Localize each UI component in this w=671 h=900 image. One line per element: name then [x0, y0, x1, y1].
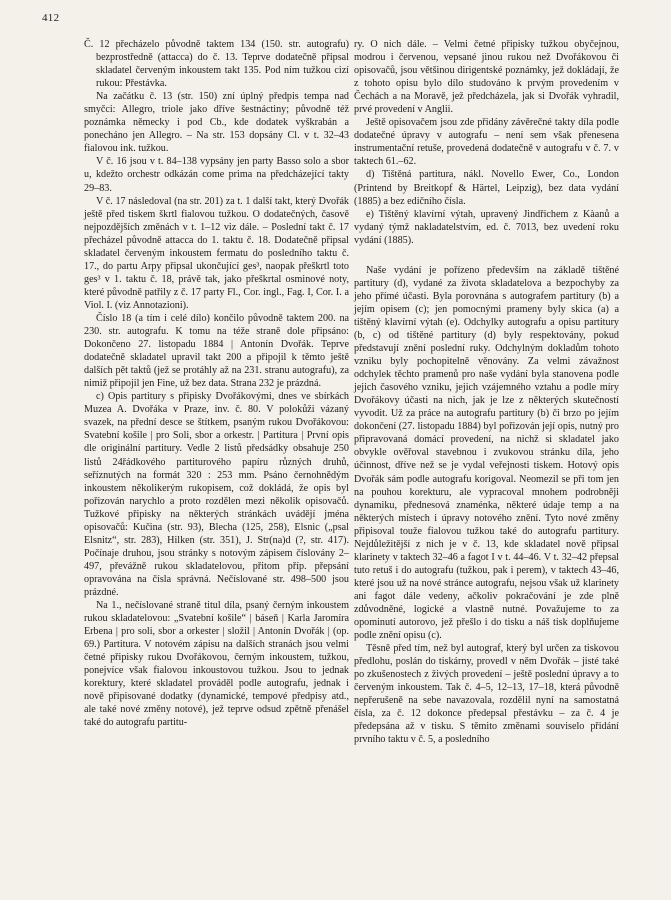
right-column [354, 38, 619, 746]
paragraph: ry. O nich dále. – Velmi četné připisky tužkou obyčejnou, modrou i červenou, vepsané jinou rukou než Dvořákovou či opisovačů, jsou většinou dirigentské poznámky, jež dokládají, že z tohoto opisu bylo dílo studováno k prvým provedením v Čechách a na Moravě, jež předcházela, jak si Dvořák vyhradil, prvé provedení v Anglii. [354, 39, 619, 116]
paragraph: e) Tištěný klavírní výtah, upravený Jindřichem z Kàanů a vydaný týmž nakladatelstvím, ed. č. 7013, bez uvedení roku vydání (1885). [354, 208, 619, 246]
paragraph: Ještě opisovačem jsou zde přidány závěrečné takty díla podle dodatečné úpravy v autografu – není sem však přenesena instrumentační retuše, provedená dodatečně v autografu v č. 7. v taktech 61.–62. [354, 117, 619, 168]
paragraph: d) Tištěná partitura, nákl. Novello Ewer, Co., London (Printend by Breitkopf & Härtel, Leipzig), bez data vydání (1885) a bez edičního čísla. [354, 169, 619, 207]
paragraph: Na 1., nečíslované straně titul díla, psaný černým inkoustem rukou skladatelovou: „Svatební košile“ | báseň | Karla Jaromíra Erbena | pro soli, sbor a orkester | složil | Antonín Dvořák | (op. 69.) Partitura. V notovém zápisu na dalších stranách jsou velmi četné připisky rukou Dvořákovou, černým inkoustem, tužkou, ponejvíce však fialovou inkoustovou tužkou. Jsou to jednak korektury, které skladatel prováděl podle autografu, jednak i nově připisované dodatky (dynamické, tempové předpisy atd., ale také nové změny notové), jež teprve odsud zpětně přenášel také do autografu partitu- [84, 600, 349, 729]
paragraph: Číslo 18 (a tím i celé dílo) končilo původně taktem 200. na 230. str. autografu. K tomu na téže straně dole připsáno: Dokončeno 27. listopadu 1884 | Antonín Dvořák. Teprve dodatečně skladatel upravil takt 200 a připojil k těmto ještě dalších pět taktů (jež se protáhly až na 231. stranu autografu), za nimiž připojil jen Fine, už bez data. Strana 232 je prázdná. [84, 312, 349, 390]
paragraph: Naše vydání je pořízeno především na základě tištěné partitury (d), vydané za života skladatelova a bezpochyby za jeho přímé účasti. Byla porovnána s autografem partitury (b) a jejím opisem (c); jen pomocnými prameny byly skica (a) a tištěný klavírní výtah (e). Odchylky autografu a opisu partitury (b, c) od tištěné partitury (d) byly respektovány, pokud představují znění poslední ruky. Odchylným dokladům tohoto vzniku byly pochopitelně věnovány. Za velmi závažnost odchylek těchto pramenů pro naše vydání byla stanovena podle jejich časového vzniku, jejich vzájemného vztahu a podle míry Dvořákovy účasti na nich, jak je lze z některých skutečností vyvodit. Už za práce na autografu partitury (b) či brzo po jejím dokončení (27. listopadu 1884) byl pořizován její opis, nutný pro připravovaná domácí provedení, na nichž si skladatel jako obvykle ověřoval stavebnou i zvukovou stránku díla, jeho účinnost, dříve než se je vydal veřejnosti tiskem. Hotový opis Dvořák sám podle autografu korigoval. Neomezil se při tom jen na pouhou korekturu, ale vypracoval mnohem podrobněji dynamiku, přednesová znaménka, některé údaje temp a na některých místech i úpravy notového znění. Tyto nové změny připisoval touže fialovou tužkou také do autografu partitury. Nejdůležitější z nich je v č. 13, kde skladatel nově připsal klarinety v taktech 32–46 a fagot I v t. 44–46. V t. 32–42 přepsal tuto retuš i do autografu (tužkou, pak i perem), v taktech 43–46, které jsou už na nové stránce autografu, nejsou však už klarinety ani fagot dále vedeny, ačkoliv pokračování je zde plně zdůvodněné, logické a vlastně nutné. Považujeme to za opominutí autorovo, jež přešlo i do tisku a náš tisk doplňujeme podle znění opisu (c). [354, 264, 619, 642]
paragraph: V č. 17 následoval (na str. 201) za t. 1 další takt, který Dvořák ještě před tiskem škrtl fialovou tužkou. O dodatečných, časově nejpozdějších změnách v t. 1–12 viz dále. – Poslední takt č. 17 přecházel původně attacca do 1. taktu č. 18. Dodatečně připsal skladatel červeným inkoustem fermatu do posledního taktu č. 17., do partu Arpy připsal ukončující ges³, naopak přeškrtl toto ges³ v 1. taktu č. 18, právě tak, jako přeškrtal osminové noty, které původně patřily z č. 17 party Fl., Cor. ingl., Fag. I, Cor. I. a Viol. I. (viz Annotazioni). [84, 195, 349, 311]
left-column [84, 38, 349, 729]
paragraph: c) Opis partitury s připisky Dvořákovými, dnes ve sbírkách Muzea A. Dvořáka v Praze, inv. č. 80. V polokůži vázaný svazek, na přední desce se štítkem, psaným rukou Dvořákovou: Svatební košile | pro Soli, sbor a orkestr. | Partitura | První opis dle originální partitury. Vedle 2 listů předsádky obsahuje 250 listů 24řádkového partiturového papíru různých druhů, seříznutých na formát 320 : 253 mm. Psáno černohnědým inkoustem několikerým rukopisem, což dokládá, že opis byl pořizován narychlo a proto rozdělen mezi několik opisovačů. Tužkové připisky na některých stránkách uvádějí jména opisovačů: Kučina (str. 93), Blecha (125, 258), Elsnic („psal Elsnitz“, str. 283), Hilken (str. 351), J. Str(na)d (?, str. 417). Počínaje druhou, jsou stránky s notovým zápisem číslovány 2–497, převážně rukou skladatelovou, přitom příp. přepsání opravována na čísla správná. Nečíslované str. 498–500 jsou prázdné. [84, 391, 349, 598]
paragraph: Těsně před tím, než byl autograf, který byl určen za tiskovou předlohu, poslán do tiskárny, provedl v něm Dvořák – jisté také po zkušenostech z živých provedení – ještě poslední úpravy a to červeným inkoustem. Tak č. 4–5, 12–13, 17–18, která původně nepřerušeně na sebe navazovala, rozdělil nyní na samostatná čísla, za č. 12 dokonce předepsal přestávku – za č. 4 je předepsána až v tisku. S těmito změnami souviselo přidání prvního taktu v č. 5, a posledního [354, 643, 619, 746]
paragraph: V č. 16 jsou v t. 84–138 vypsány jen party Basso solo a sbor u, kdežto orchestr odkázán come prima na předcházející takty 29–83. [84, 156, 349, 194]
page-number: 412 [42, 12, 60, 24]
paragraph: Na začátku č. 13 (str. 150) zní úplný předpis tempa nad smyčci: Allegro, triole jako dříve šestnáctiny; původně též poznámka německy i pod Cb., kde dodatek vyškrabán a ponecháno jen Allegro. – Na str. 153 dopsány Cl. v t. 32–43 fialovou ink. tužkou. [84, 91, 349, 155]
paragraph: Č. 12 přecházelo původně taktem 134 (150. str. autografu) bezprostředně (attacca) do č. 13. Teprve dodatečně připsal skladatel červeným inkoustem takt 135. Pod ním tužkou cizí rukou: Přestávka. [84, 39, 349, 90]
